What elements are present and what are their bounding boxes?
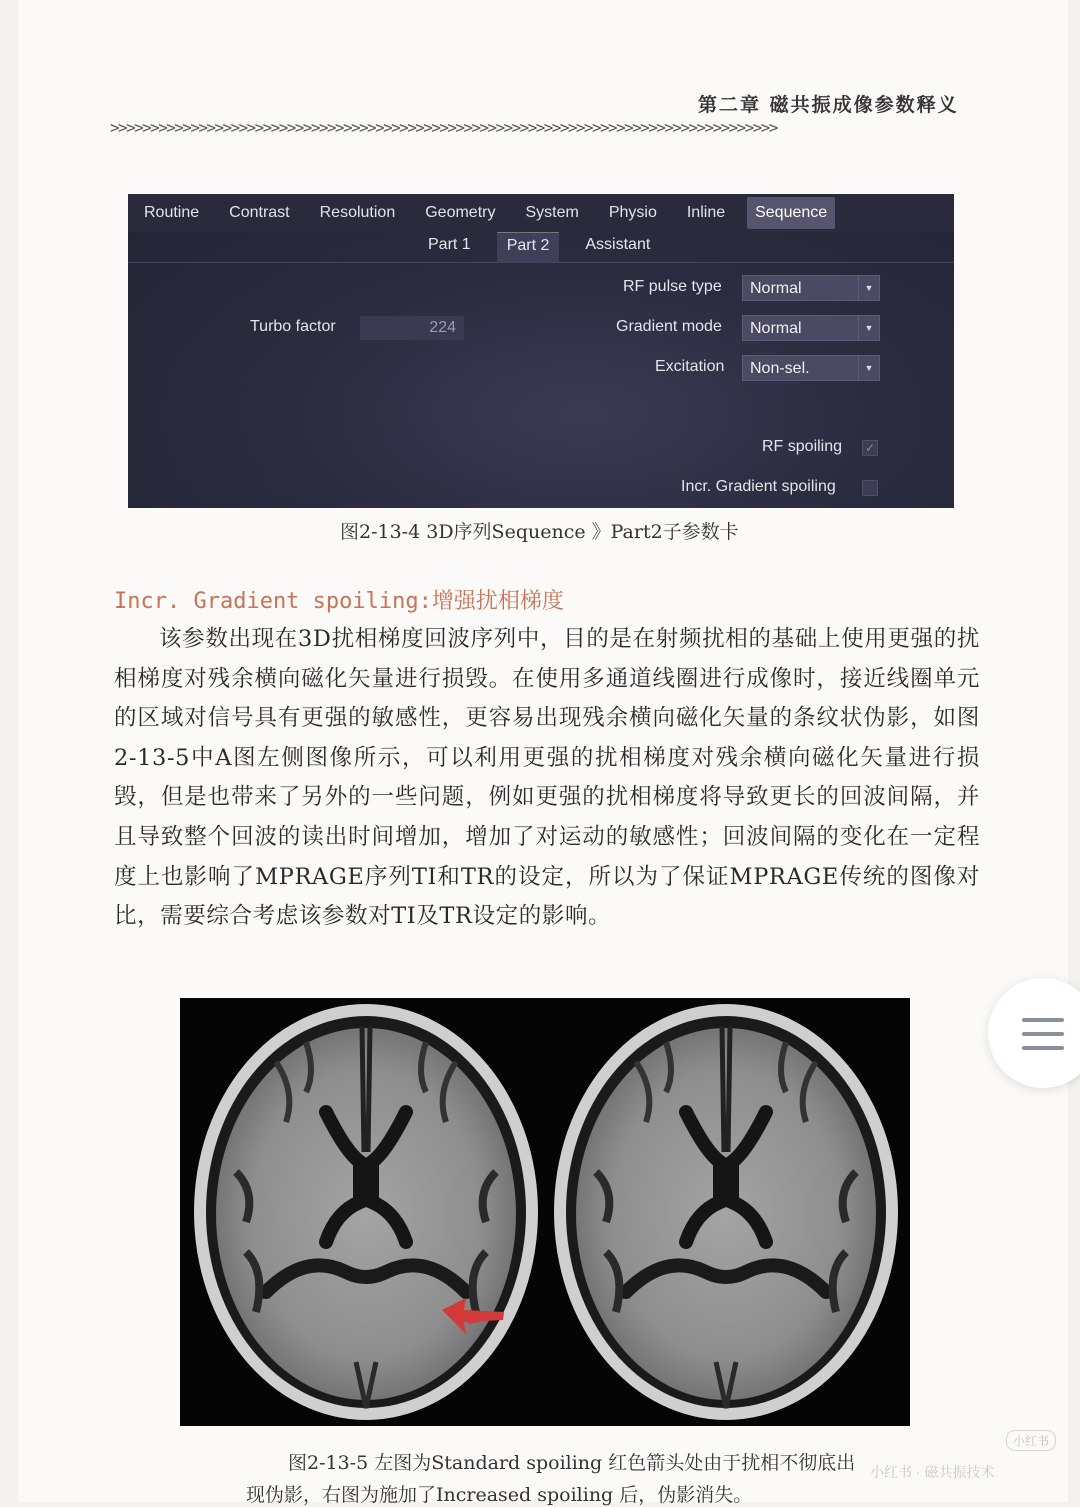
protocol-panel xyxy=(128,194,954,508)
section-title-zh: 增强扰相梯度 xyxy=(431,589,564,614)
mri-left-standard-spoiling xyxy=(194,1004,538,1420)
tab-sequence[interactable]: Sequence xyxy=(747,197,835,229)
tab-system[interactable]: System xyxy=(525,204,579,221)
watermark-badge: 小红书 xyxy=(1006,1430,1056,1451)
figure2-caption-line2: 现伪影，右图为施加了Increased spoiling 后，伪影消失。 xyxy=(246,1484,753,1506)
section-title xyxy=(114,584,564,615)
tab-routine[interactable]: Routine xyxy=(144,204,200,221)
section-title-en: Incr. Gradient spoiling: xyxy=(114,589,432,614)
figure2-caption-line1: 图2-13-5 左图为Standard spoiling 红色箭头处由于扰相不彻底出 xyxy=(288,1452,856,1474)
turbo-factor-field[interactable]: 224 xyxy=(360,316,464,340)
body-text: 该参数出现在3D扰相梯度回波序列中，目的是在射频扰相的基础上使用更强的扰相梯度对残余横向磁化矢量进行损毁。在使用多通道线圈进行成像时，接近线圈单元的区域对信号具有更强的敏感性，更容易出现残余横向磁化矢量的条纹状伪影，如图2-13-5中A图左侧图像所示，可以利用更强的扰相梯度对残余横向磁化矢量进行损毁，但是也带来了另外的一些问题，例如更强的扰相梯度将导致更长的回波间隔，并且导致整个回波的读出时间增加，增加了对运动的敏感性；回波间隔的变化在一定程度上也影响了MPRAGE序列TI和TR的设定，所以为了保证MPRAGE传统的图像对比，需要综合考虑该参数对TI及TR设定的影响。 xyxy=(114,626,980,930)
gradient-mode-label: Gradient mode xyxy=(616,318,722,335)
dropdown-arrow-icon: ▼ xyxy=(858,356,879,380)
tab-geometry[interactable]: Geometry xyxy=(425,204,496,221)
excitation-label: Excitation xyxy=(655,358,725,375)
header-rule: >>>>>>>>>>>>>>>>>>>>>>>>>>>>>>>>>>>>>>>>>>>>>>>>>>>>>>>>>>>>>>>>>>>>>>>>>>>>>>>>>>> xyxy=(110,118,777,137)
dropdown-arrow-icon: ▼ xyxy=(858,276,879,300)
menu-icon-bar xyxy=(1022,1046,1064,1050)
tab-inline[interactable]: Inline xyxy=(686,204,726,221)
turbo-factor-label: Turbo factor xyxy=(250,318,336,335)
menu-icon-bar xyxy=(1022,1032,1064,1036)
rf-spoiling-checkbox[interactable] xyxy=(862,440,878,456)
gradient-mode-select[interactable] xyxy=(742,315,880,341)
rf-pulse-type-label: RF pulse type xyxy=(623,278,722,295)
protocol-tabbar xyxy=(128,194,954,232)
rf-pulse-type-select[interactable] xyxy=(742,275,880,301)
watermark: 小红书 · 磁共振技术 xyxy=(870,1464,995,1480)
tab-physio[interactable]: Physio xyxy=(608,204,657,221)
dropdown-arrow-icon: ▼ xyxy=(858,316,879,340)
tab-contrast[interactable]: Contrast xyxy=(229,204,290,221)
body-paragraph xyxy=(114,620,980,937)
tab-resolution[interactable]: Resolution xyxy=(319,204,396,221)
protocol-subtabbar xyxy=(418,232,676,262)
gradient-mode-value: Normal xyxy=(750,320,802,337)
excitation-select[interactable] xyxy=(742,355,880,381)
mri-right-increased-spoiling xyxy=(554,1004,898,1420)
menu-icon xyxy=(1022,1018,1064,1022)
incr-gradient-spoiling-checkbox[interactable] xyxy=(862,480,878,496)
chapter-header: 第二章 磁共振成像参数释义 xyxy=(698,94,959,116)
tab-divider xyxy=(128,262,954,263)
subtab-assistant[interactable]: Assistant xyxy=(585,236,651,253)
figure1-caption: 图2-13-4 3D序列Sequence 》Part2子参数卡 xyxy=(340,521,739,543)
subtab-part1[interactable]: Part 1 xyxy=(428,236,471,253)
subtab-part2[interactable]: Part 2 xyxy=(497,232,560,262)
incr-gradient-spoiling-label: Incr. Gradient spoiling xyxy=(681,478,836,495)
mri-comparison-figure xyxy=(180,998,910,1426)
rf-spoiling-label: RF spoiling xyxy=(762,438,843,455)
excitation-value: Non-sel. xyxy=(750,360,810,377)
rf-pulse-type-value: Normal xyxy=(750,280,802,297)
mri-images xyxy=(180,998,910,1426)
checkmark-icon: ✓ xyxy=(864,441,876,455)
